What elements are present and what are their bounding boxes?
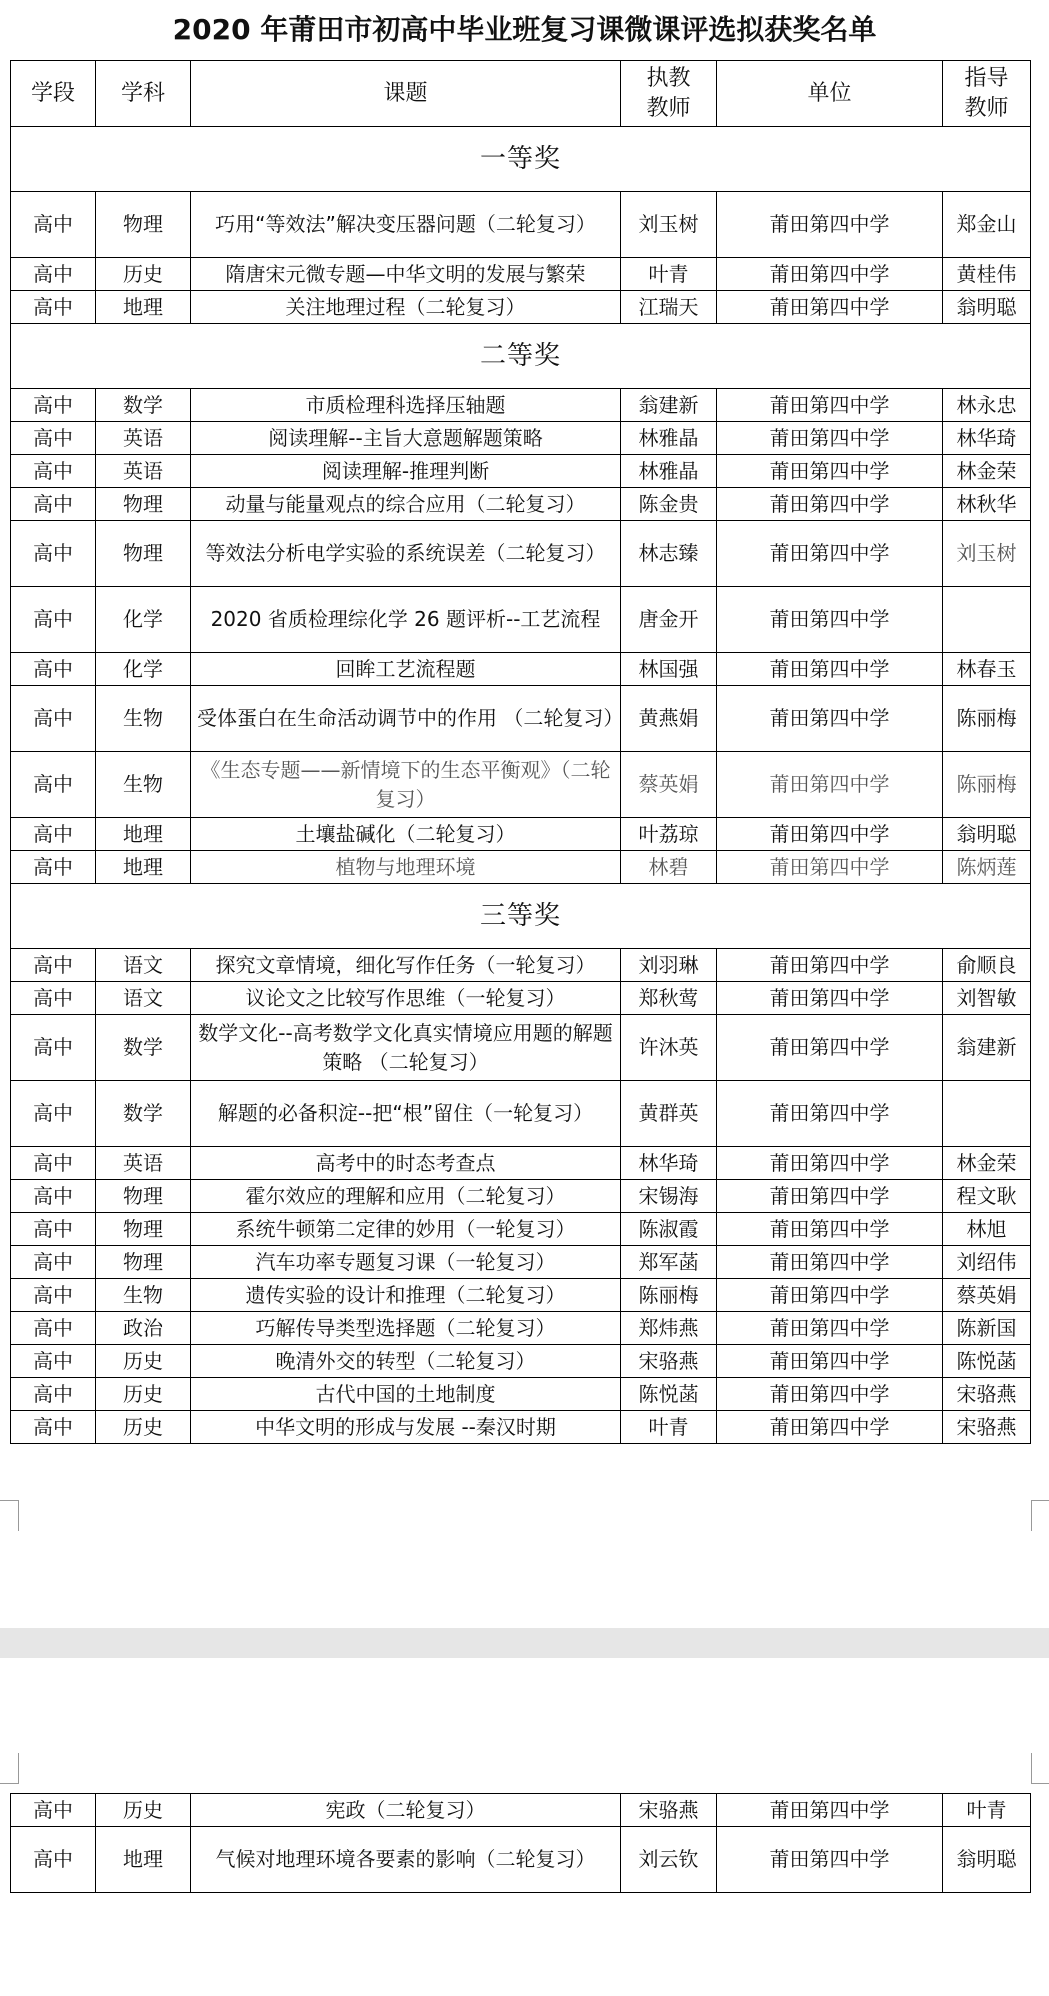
cell-stage: 高中 [11, 521, 96, 587]
cell-teacher: 陈金贵 [621, 488, 717, 521]
cell-subject: 物理 [96, 1180, 191, 1213]
cell-unit: 莆田第四中学 [717, 1213, 943, 1246]
cell-subject: 生物 [96, 752, 191, 818]
cell-teacher: 陈悦菡 [621, 1378, 717, 1411]
cell-subject: 历史 [96, 1794, 191, 1827]
cell-advisor: 宋骆燕 [943, 1411, 1031, 1444]
header-topic: 课题 [191, 61, 621, 127]
table-row [11, 258, 1031, 291]
cell-advisor: 叶青 [943, 1794, 1031, 1827]
table-row [11, 192, 1031, 258]
cell-subject: 地理 [96, 291, 191, 324]
cell-stage: 高中 [11, 455, 96, 488]
cell-stage: 高中 [11, 1213, 96, 1246]
cell-advisor: 刘智敏 [943, 982, 1031, 1015]
cell-advisor: 陈悦菡 [943, 1345, 1031, 1378]
cell-topic: 2020 省质检理综化学 26 题评析--工艺流程 [191, 587, 621, 653]
cell-advisor: 黄桂伟 [943, 258, 1031, 291]
cell-subject: 英语 [96, 455, 191, 488]
cell-unit: 莆田第四中学 [717, 1015, 943, 1081]
cell-unit: 莆田第四中学 [717, 389, 943, 422]
cell-teacher: 陈丽梅 [621, 1279, 717, 1312]
cell-subject: 数学 [96, 1081, 191, 1147]
cell-advisor: 刘绍伟 [943, 1246, 1031, 1279]
cell-topic: 阅读理解-推理判断 [191, 455, 621, 488]
cell-teacher: 叶青 [621, 1411, 717, 1444]
cell-subject: 生物 [96, 686, 191, 752]
cell-unit: 莆田第四中学 [717, 291, 943, 324]
table-row [11, 1827, 1031, 1893]
cell-subject: 物理 [96, 1246, 191, 1279]
cell-stage: 高中 [11, 1081, 96, 1147]
section-title: 二等奖 [11, 324, 1031, 389]
cell-stage: 高中 [11, 587, 96, 653]
header-unit: 单位 [717, 61, 943, 127]
cell-subject: 历史 [96, 1345, 191, 1378]
cell-stage: 高中 [11, 1411, 96, 1444]
cell-stage: 高中 [11, 1279, 96, 1312]
cell-unit: 莆田第四中学 [717, 1827, 943, 1893]
cell-unit: 莆田第四中学 [717, 422, 943, 455]
table-row [11, 1081, 1031, 1147]
cell-stage: 高中 [11, 1147, 96, 1180]
cell-topic: 《生态专题——新情境下的生态平衡观》（二轮复习） [191, 752, 621, 818]
page-title: 2020 年莆田市初高中毕业班复习课微课评选拟获奖名单 [172, 13, 877, 46]
table-row [11, 587, 1031, 653]
cell-teacher: 叶青 [621, 258, 717, 291]
cell-stage: 高中 [11, 389, 96, 422]
cell-stage: 高中 [11, 422, 96, 455]
table-row [11, 1345, 1031, 1378]
cell-advisor: 翁明聪 [943, 291, 1031, 324]
cell-subject: 物理 [96, 521, 191, 587]
cell-unit: 莆田第四中学 [717, 1312, 943, 1345]
cell-advisor: 翁建新 [943, 1015, 1031, 1081]
cell-unit: 莆田第四中学 [717, 653, 943, 686]
cell-unit: 莆田第四中学 [717, 1180, 943, 1213]
cell-subject: 历史 [96, 258, 191, 291]
cell-unit: 莆田第四中学 [717, 818, 943, 851]
cell-topic: 系统牛顿第二定律的妙用（一轮复习） [191, 1213, 621, 1246]
table-row [11, 818, 1031, 851]
cell-topic: 阅读理解--主旨大意题解题策略 [191, 422, 621, 455]
cell-stage: 高中 [11, 1827, 96, 1893]
cell-advisor [943, 587, 1031, 653]
cell-subject: 语文 [96, 982, 191, 1015]
cell-unit: 莆田第四中学 [717, 1794, 943, 1827]
section-title: 三等奖 [11, 884, 1031, 949]
cell-stage: 高中 [11, 258, 96, 291]
cell-stage: 高中 [11, 851, 96, 884]
cell-topic: 霍尔效应的理解和应用（二轮复习） [191, 1180, 621, 1213]
table-row [11, 1794, 1031, 1827]
cell-teacher: 林碧 [621, 851, 717, 884]
cell-topic: 市质检理科选择压轴题 [191, 389, 621, 422]
cell-stage: 高中 [11, 1345, 96, 1378]
cell-teacher: 刘羽琳 [621, 949, 717, 982]
cell-stage: 高中 [11, 818, 96, 851]
cell-topic: 探究文章情境，细化写作任务（一轮复习） [191, 949, 621, 982]
cell-unit: 莆田第四中学 [717, 455, 943, 488]
cell-advisor: 俞顺良 [943, 949, 1031, 982]
cell-unit: 莆田第四中学 [717, 1279, 943, 1312]
table-row [11, 488, 1031, 521]
cell-topic: 巧用“等效法”解决变压器问题（二轮复习） [191, 192, 621, 258]
cell-subject: 物理 [96, 1213, 191, 1246]
table-row [11, 1015, 1031, 1081]
cell-advisor: 郑金山 [943, 192, 1031, 258]
table-row [11, 982, 1031, 1015]
cell-stage: 高中 [11, 1180, 96, 1213]
cell-teacher: 宋锡海 [621, 1180, 717, 1213]
cell-stage: 高中 [11, 1246, 96, 1279]
page-corner-mark [1031, 1753, 1049, 1784]
page-gap [0, 1628, 1049, 1658]
cell-topic: 气候对地理环境各要素的影响（二轮复习） [191, 1827, 621, 1893]
header-row [11, 61, 1031, 127]
table-row [11, 851, 1031, 884]
cell-subject: 历史 [96, 1378, 191, 1411]
cell-subject: 地理 [96, 1827, 191, 1893]
cell-topic: 古代中国的土地制度 [191, 1378, 621, 1411]
cell-stage: 高中 [11, 1378, 96, 1411]
cell-teacher: 林华琦 [621, 1147, 717, 1180]
cell-subject: 政治 [96, 1312, 191, 1345]
cell-unit: 莆田第四中学 [717, 752, 943, 818]
section-row [11, 127, 1031, 192]
cell-unit: 莆田第四中学 [717, 1411, 943, 1444]
table-row [11, 1180, 1031, 1213]
cell-topic: 动量与能量观点的综合应用（二轮复习） [191, 488, 621, 521]
cell-unit: 莆田第四中学 [717, 1378, 943, 1411]
table-row [11, 455, 1031, 488]
cell-stage: 高中 [11, 653, 96, 686]
cell-teacher: 叶荔琼 [621, 818, 717, 851]
cell-advisor: 林旭 [943, 1213, 1031, 1246]
cell-unit: 莆田第四中学 [717, 1246, 943, 1279]
cell-advisor: 陈丽梅 [943, 752, 1031, 818]
cell-topic: 遗传实验的设计和推理（二轮复习） [191, 1279, 621, 1312]
cell-advisor: 林金荣 [943, 455, 1031, 488]
cell-topic: 隋唐宋元微专题—中华文明的发展与繁荣 [191, 258, 621, 291]
award-table [10, 60, 1031, 1444]
cell-subject: 数学 [96, 389, 191, 422]
cell-stage: 高中 [11, 291, 96, 324]
cell-advisor: 林秋华 [943, 488, 1031, 521]
cell-stage: 高中 [11, 1015, 96, 1081]
cell-topic: 土壤盐碱化（二轮复习） [191, 818, 621, 851]
cell-teacher: 蔡英娟 [621, 752, 717, 818]
cell-subject: 生物 [96, 1279, 191, 1312]
cell-advisor: 翁明聪 [943, 818, 1031, 851]
cell-advisor: 陈炳莲 [943, 851, 1031, 884]
cell-stage: 高中 [11, 982, 96, 1015]
cell-advisor: 刘玉树 [943, 521, 1031, 587]
cell-advisor: 陈新国 [943, 1312, 1031, 1345]
page-corner-mark [0, 1500, 19, 1531]
cell-advisor: 程文耿 [943, 1180, 1031, 1213]
cell-unit: 莆田第四中学 [717, 949, 943, 982]
cell-teacher: 翁建新 [621, 389, 717, 422]
cell-topic: 巧解传导类型选择题（二轮复习） [191, 1312, 621, 1345]
cell-teacher: 唐金开 [621, 587, 717, 653]
cell-unit: 莆田第四中学 [717, 1345, 943, 1378]
page-corner-mark [0, 1753, 19, 1784]
cell-teacher: 江瑞天 [621, 291, 717, 324]
cell-unit: 莆田第四中学 [717, 686, 943, 752]
table-row [11, 1213, 1031, 1246]
cell-subject: 地理 [96, 818, 191, 851]
cell-unit: 莆田第四中学 [717, 258, 943, 291]
table-row [11, 389, 1031, 422]
cell-subject: 物理 [96, 488, 191, 521]
cell-subject: 英语 [96, 1147, 191, 1180]
table-row [11, 949, 1031, 982]
header-advisor: 指导 教师 [943, 61, 1031, 127]
section-row [11, 324, 1031, 389]
table-row [11, 1279, 1031, 1312]
table-row [11, 291, 1031, 324]
cell-stage: 高中 [11, 686, 96, 752]
cell-teacher: 刘云钦 [621, 1827, 717, 1893]
cell-advisor [943, 1081, 1031, 1147]
cell-topic: 宪政（二轮复习） [191, 1794, 621, 1827]
cell-advisor: 林春玉 [943, 653, 1031, 686]
cell-unit: 莆田第四中学 [717, 1081, 943, 1147]
cell-teacher: 林志臻 [621, 521, 717, 587]
cell-unit: 莆田第四中学 [717, 488, 943, 521]
cell-teacher: 陈淑霞 [621, 1213, 717, 1246]
cell-advisor: 宋骆燕 [943, 1378, 1031, 1411]
cell-subject: 物理 [96, 192, 191, 258]
cell-unit: 莆田第四中学 [717, 982, 943, 1015]
cell-stage: 高中 [11, 949, 96, 982]
table-row [11, 1147, 1031, 1180]
table-row [11, 1378, 1031, 1411]
cell-advisor: 陈丽梅 [943, 686, 1031, 752]
cell-topic: 受体蛋白在生命活动调节中的作用 （二轮复习） [191, 686, 621, 752]
header-teacher: 执教 教师 [621, 61, 717, 127]
section-row [11, 884, 1031, 949]
cell-topic: 高考中的时态考查点 [191, 1147, 621, 1180]
cell-teacher: 林国强 [621, 653, 717, 686]
cell-teacher: 宋骆燕 [621, 1345, 717, 1378]
cell-advisor: 翁明聪 [943, 1827, 1031, 1893]
cell-unit: 莆田第四中学 [717, 1147, 943, 1180]
cell-teacher: 刘玉树 [621, 192, 717, 258]
cell-topic: 中华文明的形成与发展 --秦汉时期 [191, 1411, 621, 1444]
cell-topic: 数学文化--高考数学文化真实情境应用题的解题策略 （二轮复习） [191, 1015, 621, 1081]
cell-topic: 植物与地理环境 [191, 851, 621, 884]
cell-teacher: 郑军菡 [621, 1246, 717, 1279]
cell-teacher: 林雅晶 [621, 422, 717, 455]
table-row [11, 752, 1031, 818]
cell-teacher: 林雅晶 [621, 455, 717, 488]
cell-advisor: 林永忠 [943, 389, 1031, 422]
cell-advisor: 林华琦 [943, 422, 1031, 455]
cell-advisor: 蔡英娟 [943, 1279, 1031, 1312]
cell-subject: 数学 [96, 1015, 191, 1081]
cell-teacher: 黄燕娟 [621, 686, 717, 752]
cell-stage: 高中 [11, 192, 96, 258]
table-row [11, 521, 1031, 587]
table-row [11, 1312, 1031, 1345]
cell-teacher: 郑炜燕 [621, 1312, 717, 1345]
table-row [11, 653, 1031, 686]
cell-stage: 高中 [11, 752, 96, 818]
cell-topic: 等效法分析电学实验的系统误差（二轮复习） [191, 521, 621, 587]
cell-teacher: 郑秋莺 [621, 982, 717, 1015]
page-corner-mark [1031, 1500, 1049, 1531]
award-table-page2 [10, 1793, 1031, 1893]
section-title: 一等奖 [11, 127, 1031, 192]
header-stage: 学段 [11, 61, 96, 127]
cell-unit: 莆田第四中学 [717, 587, 943, 653]
cell-topic: 解题的必备积淀--把“根”留住（一轮复习） [191, 1081, 621, 1147]
cell-unit: 莆田第四中学 [717, 192, 943, 258]
cell-advisor: 林金荣 [943, 1147, 1031, 1180]
cell-subject: 地理 [96, 851, 191, 884]
table-row [11, 422, 1031, 455]
cell-topic: 汽车功率专题复习课（一轮复习） [191, 1246, 621, 1279]
table-row [11, 686, 1031, 752]
cell-subject: 化学 [96, 587, 191, 653]
header-subject: 学科 [96, 61, 191, 127]
cell-unit: 莆田第四中学 [717, 851, 943, 884]
cell-topic: 议论文之比较写作思维（一轮复习） [191, 982, 621, 1015]
cell-stage: 高中 [11, 1794, 96, 1827]
cell-unit: 莆田第四中学 [717, 521, 943, 587]
cell-subject: 化学 [96, 653, 191, 686]
cell-stage: 高中 [11, 488, 96, 521]
cell-subject: 历史 [96, 1411, 191, 1444]
cell-teacher: 宋骆燕 [621, 1794, 717, 1827]
cell-topic: 回眸工艺流程题 [191, 653, 621, 686]
cell-teacher: 许沐英 [621, 1015, 717, 1081]
table-row [11, 1246, 1031, 1279]
cell-teacher: 黄群英 [621, 1081, 717, 1147]
cell-subject: 语文 [96, 949, 191, 982]
cell-topic: 关注地理过程（二轮复习） [191, 291, 621, 324]
table-row [11, 1411, 1031, 1444]
cell-topic: 晚清外交的转型（二轮复习） [191, 1345, 621, 1378]
cell-subject: 英语 [96, 422, 191, 455]
cell-stage: 高中 [11, 1312, 96, 1345]
